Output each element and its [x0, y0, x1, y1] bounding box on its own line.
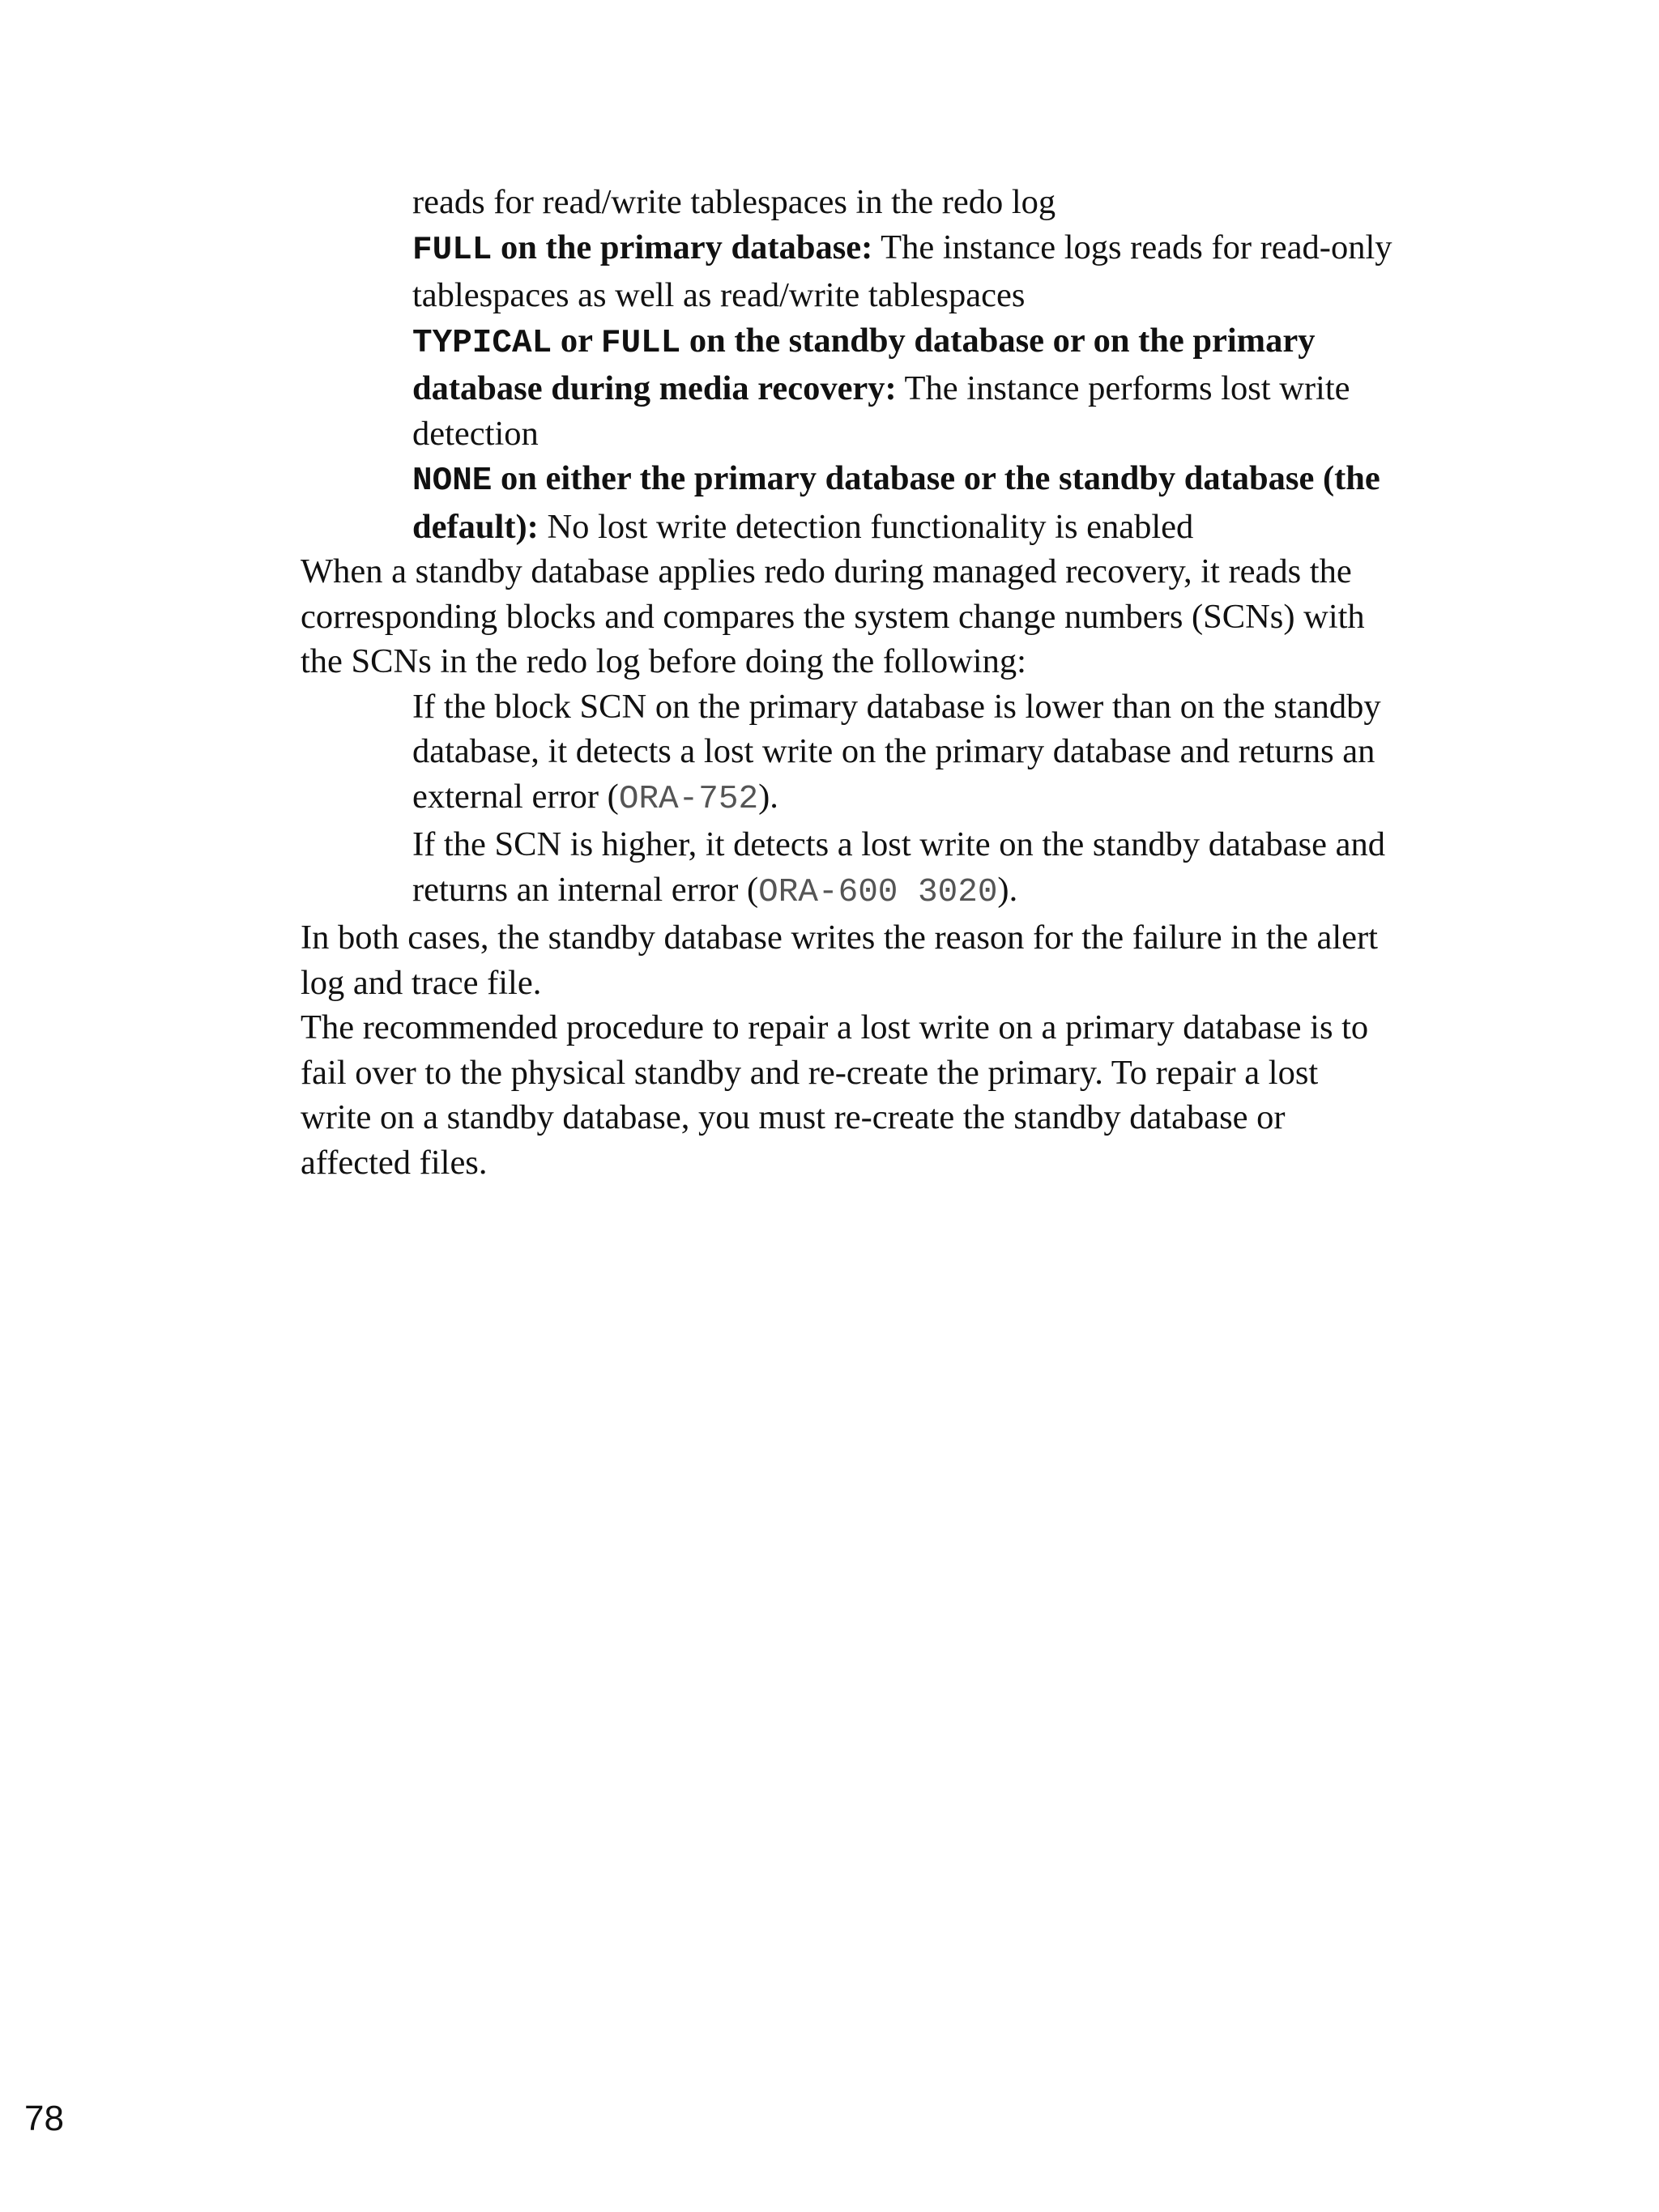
label-typical-a: on the standby database or on the primary — [680, 321, 1316, 360]
text-span: If the SCN is higher, it detects a lost write on the standby database and — [412, 825, 1385, 863]
text-span: In both cases, the standby database writes the reason for the failure in the alert — [301, 918, 1378, 957]
document-body — [301, 180, 1499, 1185]
text-span: The recommended procedure to repair a lost write on a primary database is to — [301, 1008, 1369, 1046]
label-typical-b: database during media recovery: — [412, 369, 897, 407]
bullet-higher-scn-l2 — [301, 867, 1499, 916]
text-span: returns an internal error ( — [412, 870, 759, 909]
list-item-none — [301, 456, 1499, 505]
text-span: detection — [412, 414, 539, 453]
list-item-full-primary — [301, 225, 1499, 274]
bullet-lower-scn-l3 — [301, 774, 1499, 823]
text-span: fail over to the physical standby and re-create the primary. To repair a lost — [301, 1053, 1319, 1092]
text-span: ). — [758, 777, 778, 816]
code-full-2: FULL — [600, 324, 681, 362]
paragraph-managed-recovery-l2 — [301, 595, 1499, 640]
code-typical: TYPICAL — [412, 324, 552, 362]
code-none: NONE — [412, 462, 493, 500]
bullet-higher-scn-l1 — [301, 822, 1499, 867]
text-span: If the block SCN on the primary database is lower than on the standby — [412, 687, 1381, 726]
paragraph-both-cases-l2 — [301, 961, 1499, 1006]
bullet-lower-scn-l2 — [301, 729, 1499, 774]
code-ora-752: ORA-752 — [618, 780, 759, 818]
page-number: 78 — [24, 2099, 64, 2138]
text-span: external error ( — [412, 777, 619, 816]
label-full-primary: on the primary database: — [492, 228, 873, 266]
paragraph-managed-recovery-l3 — [301, 639, 1499, 684]
text-typical: The instance performs lost write — [896, 369, 1350, 407]
code-ora-600: ORA-600 3020 — [758, 873, 998, 911]
text-span: ). — [997, 870, 1018, 909]
code-full: FULL — [412, 231, 493, 269]
paragraph-managed-recovery-l1 — [301, 549, 1499, 595]
list-item-continuation — [301, 180, 1499, 225]
text-span: the SCNs in the redo log before doing the following: — [301, 642, 1026, 680]
text-span: affected files. — [301, 1143, 488, 1182]
text-span: When a standby database applies redo during managed recovery, it reads the — [301, 552, 1352, 590]
paragraph-recommended-l3 — [301, 1095, 1499, 1140]
paragraph-both-cases-l1 — [301, 915, 1499, 961]
label-or: or — [552, 321, 601, 360]
text-none: No lost write detection functionality is enabled — [538, 507, 1194, 546]
text-span: write on a standby database, you must re-create the standby database or — [301, 1098, 1286, 1136]
text-full-primary: The instance logs reads for read-only — [872, 228, 1392, 266]
text-span: tablespaces as well as read/write tablespaces — [412, 276, 1026, 314]
list-item-full-primary-cont — [301, 273, 1499, 318]
list-item-typical-cont — [301, 366, 1499, 411]
paragraph-recommended-l1 — [301, 1005, 1499, 1051]
text-span: reads for read/write tablespaces in the redo log — [412, 183, 1056, 221]
text-span: database, it detects a lost write on the primary database and returns an — [412, 732, 1375, 770]
list-item-typical — [301, 318, 1499, 367]
label-none-a: on either the primary database or the standby database (the — [492, 459, 1380, 497]
paragraph-recommended-l4 — [301, 1140, 1499, 1186]
bullet-lower-scn-l1 — [301, 684, 1499, 730]
list-item-none-cont — [301, 505, 1499, 550]
text-span: corresponding blocks and compares the system change numbers (SCNs) with — [301, 597, 1365, 636]
label-none-b: default): — [412, 507, 539, 546]
list-item-typical-cont2 — [301, 411, 1499, 457]
paragraph-recommended-l2 — [301, 1051, 1499, 1096]
text-span: log and trace file. — [301, 963, 542, 1002]
